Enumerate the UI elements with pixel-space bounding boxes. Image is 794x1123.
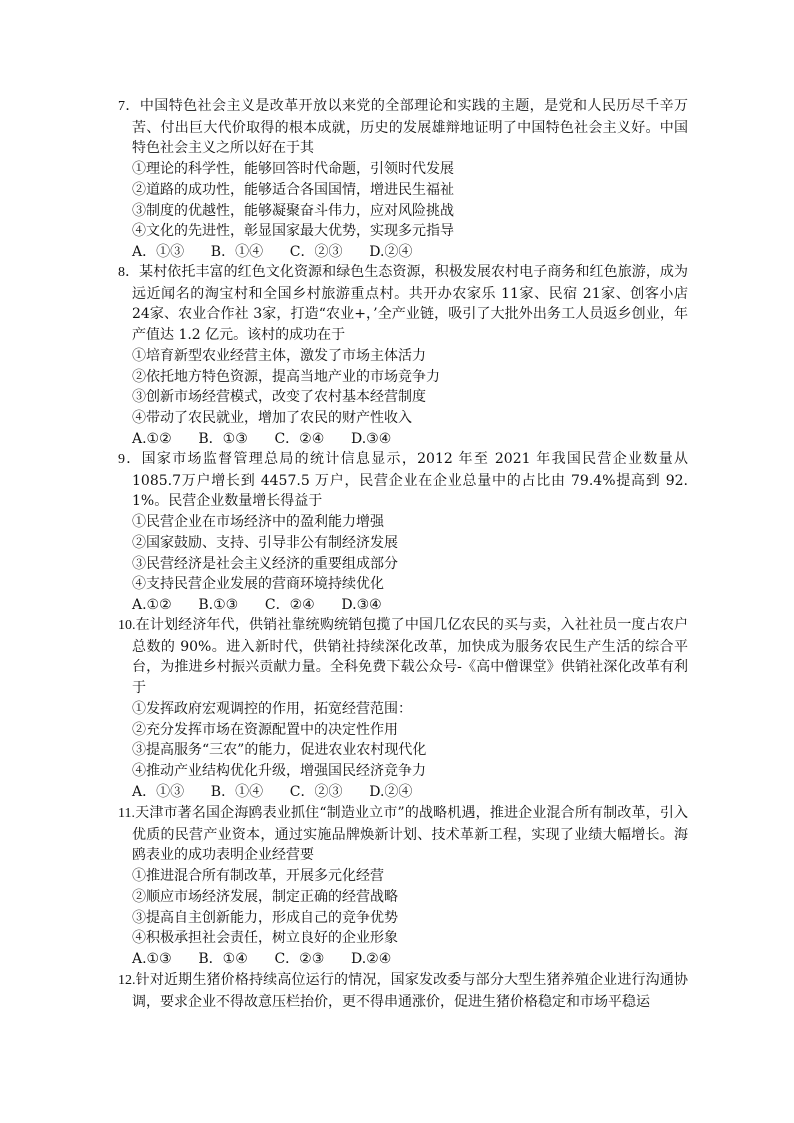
question-12: [118, 970, 688, 1012]
question-8: [118, 262, 688, 449]
option-2: ②道路的成功性，能够适合各国国情，增进民生福祉: [132, 181, 454, 198]
option-3: ③民营经济是社会主义经济的重要组成部分: [132, 555, 398, 572]
answer-choices: A.①③ B．①④ C．②③ D.②④: [132, 950, 392, 967]
option-4: ④支持民营企业发展的营商环境持续优化: [132, 576, 384, 593]
question-number: 9．: [118, 452, 142, 467]
option-2: ②国家鼓励、支持、引导非公有制经济发展: [132, 534, 398, 551]
question-stem: [118, 262, 688, 346]
option-3: ③制度的优越性，能够凝聚奋斗伟力，应对风险挑战: [132, 202, 454, 219]
question-stem: [118, 449, 688, 512]
option-3: ③创新市场经营模式，改变了农村基本经营制度: [132, 389, 426, 406]
option-3: ③提高自主创新能力，形成自己的竞争优势: [132, 909, 398, 926]
option-1: ①发挥政府宏观调控的作用，拓宽经营范围：: [132, 700, 412, 717]
question-number: 8．: [118, 265, 140, 280]
question-text: 某村依托丰富的红色文化资源和绿色生态资源，积极发展农村电子商务和红色旅游，成为远近闻名的淘宝村和全国乡村旅游重点村。共开办农家乐 11家、民宿 21家、创客小店 24家、农业合作社 3家，打造“农业+，’全产业链，吸引了大批外出务工人员返乡创业，年产值达 1.2 亿元。该村的成功在于: [132, 264, 689, 344]
question-text: 国家市场监督管理总局的统计信息显示，2012 年至 2021 年我国民营企业数量从 1085.7万户增长到 4457.5 万户，民营企业在企业总量中的占比由 79.4%提高到 92. 1%。民营企业数量增长得益于: [132, 451, 689, 510]
question-stem: [118, 803, 688, 866]
answer-choices: A．①③ B．①④ C．②③ D.②④: [132, 243, 413, 260]
option-1: ①民营企业在市场经济中的盈利能力增强: [132, 514, 384, 531]
question-number: 11.: [118, 806, 135, 821]
question-number: 7．: [118, 99, 140, 114]
option-2: ②充分发挥市场在资源配置中的决定性作用: [132, 721, 398, 738]
question-text: 针对近期生猪价格持续高位运行的情况，国家发改委与部分大型生猪养殖企业进行沟通协调，要求企业不得故意压栏抬价，更不得串通涨价，促进生猪价格稳定和市场平稳运: [132, 972, 688, 1010]
question-stem: [118, 96, 688, 159]
answer-choices: A.①② B.①③ C．②④ D.③④: [132, 596, 382, 613]
question-7: [118, 96, 688, 263]
option-4: ④带动了农民就业，增加了农民的财产性收入: [132, 409, 412, 426]
answer-choices: A．①③ B．①④ C．②③ D.②④: [132, 783, 413, 800]
question-9: [118, 449, 688, 616]
question-stem: [118, 615, 688, 699]
option-4: ④文化的先进性，彰显国家最大优势，实现多元指导: [132, 223, 454, 240]
option-4: ④推动产业结构优化升级，增强国民经济竞争力: [132, 762, 426, 779]
option-2: ②顺应市场经济发展，制定正确的经营战略: [132, 888, 398, 905]
option-4: ④积极承担社会责任，树立良好的企业形象: [132, 930, 398, 947]
question-stem: [118, 970, 688, 1012]
option-1: ①理论的科学性，能够回答时代命题，引领时代发展: [132, 161, 454, 178]
option-1: ①推进混合所有制改革，开展多元化经营: [132, 868, 384, 885]
option-1: ①培育新型农业经营主体，激发了市场主体活力: [132, 347, 426, 364]
question-11: [118, 803, 688, 970]
option-2: ②依托地方特色资源，提高当地产业的市场竞争力: [132, 368, 440, 385]
question-text: 中国特色社会主义是改革开放以来党的全部理论和实践的主题，是党和人民历尽千辛万苦、付出巨大代价取得的根本成就，历史的发展雄辩地证明了中国特色社会主义好。中国特色社会主义之所以好在于其: [132, 98, 689, 157]
question-10: [118, 615, 688, 802]
question-number: 12.: [118, 973, 136, 988]
option-3: ③提高服务“三农”的能力，促进农业农村现代化: [132, 742, 427, 759]
question-number: 10.: [118, 618, 136, 633]
question-text: 在计划经济年代，供销社靠统购统销包揽了中国几亿农民的买与卖，入社社员一度占农户总数的 90%。进入新时代，供销社持续深化改革，加快成为服务农民生产生活的综合平台，为推进乡村振兴贡献力量。全科免费下载公众号-《高中僧课堂》供销社深化改革有利于: [132, 617, 688, 697]
question-text: 天津市著名国企海鸥表业抓住“制造业立市”的战略机遇，推进企业混合所有制改革，引入优质的民营产业资本，通过实施品牌焕新计划、技术革新工程，实现了业绩大幅增长。海鸥表业的成功表明企业经营要: [132, 805, 688, 864]
answer-choices: A.①② B．①③ C．②④ D.③④: [132, 430, 392, 447]
